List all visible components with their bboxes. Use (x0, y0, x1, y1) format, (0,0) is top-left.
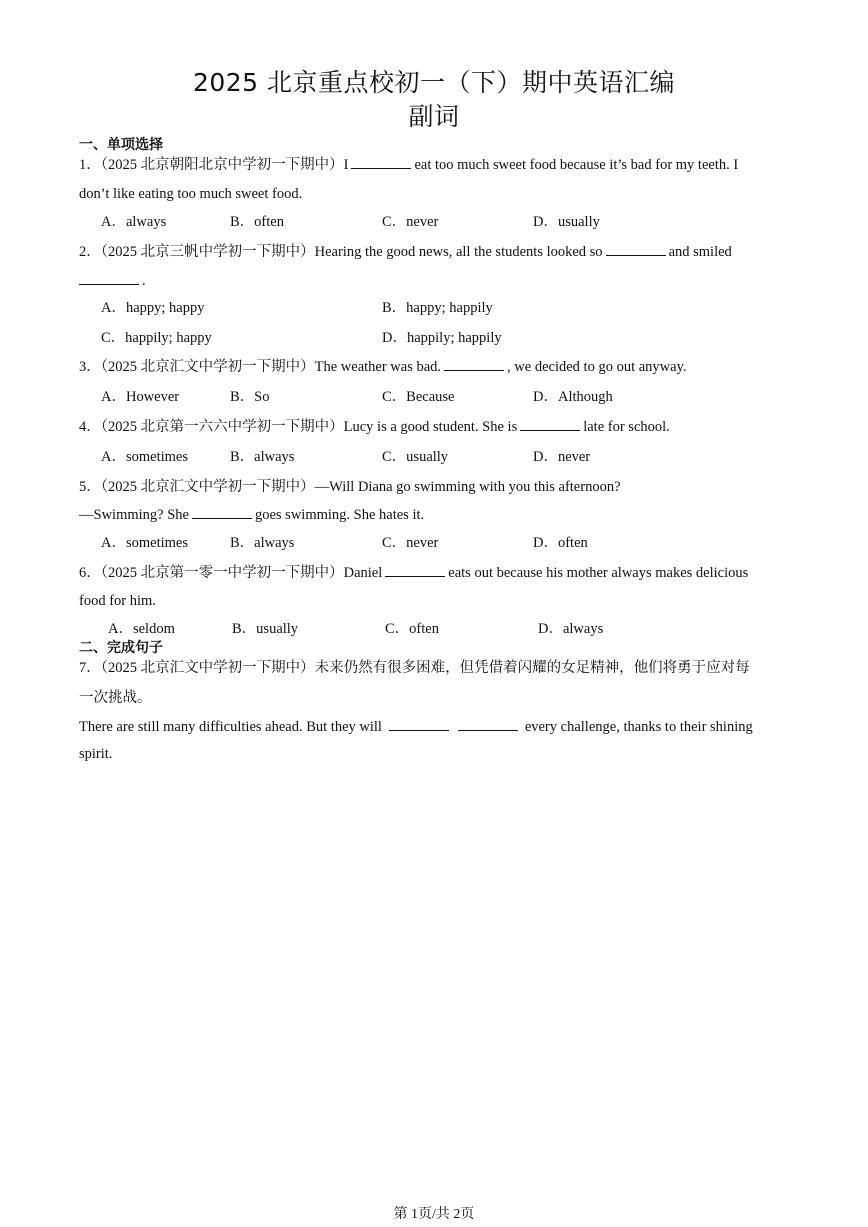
question-7-line-1: 7．（2025 北京汇文中学初一下期中）未来仍然有很多困难，但凭借着闪耀的女足精神，他们将勇于应对每 (79, 660, 750, 676)
question-5-option-a: A．sometimes (101, 535, 188, 551)
question-1-line-2: don’t like eating too much sweet food. (79, 186, 303, 202)
answer-blank (458, 718, 518, 731)
question-3-option-a: A．However (101, 389, 180, 405)
question-3-line-1: 3．（2025 北京汇文中学初一下期中）The weather was bad. , we decided to go out anyway. (79, 359, 687, 375)
title-main: 2025 北京重点校初一（下）期中英语汇编 (192, 68, 676, 97)
question-3-option-b: B．So (230, 389, 270, 405)
answer-blank (444, 358, 504, 371)
question-2-option-b: B．happy; happily (382, 300, 493, 316)
question-4-option-d: D．never (533, 449, 591, 465)
question-7-line-3: There are still many difficulties ahead. But they will every challenge, thanks to their shining (79, 719, 753, 735)
question-5-option-b: B．always (230, 535, 295, 551)
answer-blank (79, 272, 139, 285)
page-title (0, 66, 868, 134)
question-4-option-c: C．usually (382, 449, 449, 465)
question-4-option-b: B．always (230, 449, 295, 465)
question-2-option-c: C．happily; happy (101, 330, 212, 346)
question-3-option-c: C．Because (382, 389, 455, 405)
section-heading-single-choice: 一、单项选择 (79, 137, 163, 153)
question-6-line-2: food for him. (79, 593, 156, 609)
question-2-option-a: A．happy; happy (101, 300, 205, 316)
answer-blank (351, 156, 411, 169)
answer-blank (606, 243, 666, 256)
question-5-option-d: D．often (533, 535, 588, 551)
question-4-line-1: 4．（2025 北京第一六六中学初一下期中）Lucy is a good student. She is late for school. (79, 419, 670, 435)
question-5-line-2: —Swimming? She goes swimming. She hates it. (79, 507, 425, 523)
question-3-option-d: D．Although (533, 389, 613, 405)
question-1-option-c: C．never (382, 214, 439, 230)
question-6-option-d: D．always (538, 621, 604, 637)
question-2-option-d: D．happily; happily (382, 330, 502, 346)
question-1-option-a: A．always (101, 214, 167, 230)
answer-blank (385, 564, 445, 577)
question-6-line-1: 6．（2025 北京第一零一中学初一下期中）Daniel eats out because his mother always makes delicious (79, 565, 749, 581)
question-5-option-c: C．never (382, 535, 439, 551)
question-1-line-1: 1．（2025 北京朝阳北京中学初一下期中）I eat too much sweet food because it’s bad for my teeth. I (79, 157, 739, 173)
question-1-option-d: D．usually (533, 214, 600, 230)
section-heading-complete-sentence: 二、完成句子 (79, 640, 163, 656)
question-5-line-1: 5．（2025 北京汇文中学初一下期中）—Will Diana go swimming with you this afternoon? (79, 479, 621, 495)
question-6-option-b: B．usually (232, 621, 299, 637)
question-2-line-1: 2．（2025 北京三帆中学初一下期中）Hearing the good news, all the students looked so and smiled (79, 244, 732, 260)
question-4-option-a: A．sometimes (101, 449, 188, 465)
page-number: 第 1页/共 2页 (393, 1207, 475, 1222)
question-1-option-b: B．often (230, 214, 284, 230)
answer-blank (192, 506, 252, 519)
question-6-option-a: A．seldom (108, 621, 175, 637)
question-7-line-2: 一次挑战。 (79, 690, 152, 706)
question-7-line-4: spirit. (79, 746, 113, 762)
answer-blank (389, 718, 449, 731)
question-6-option-c: C．often (385, 621, 439, 637)
question-2-line-2: . (79, 272, 788, 290)
answer-blank (520, 418, 580, 431)
title-subtitle: 副词 (408, 102, 460, 131)
